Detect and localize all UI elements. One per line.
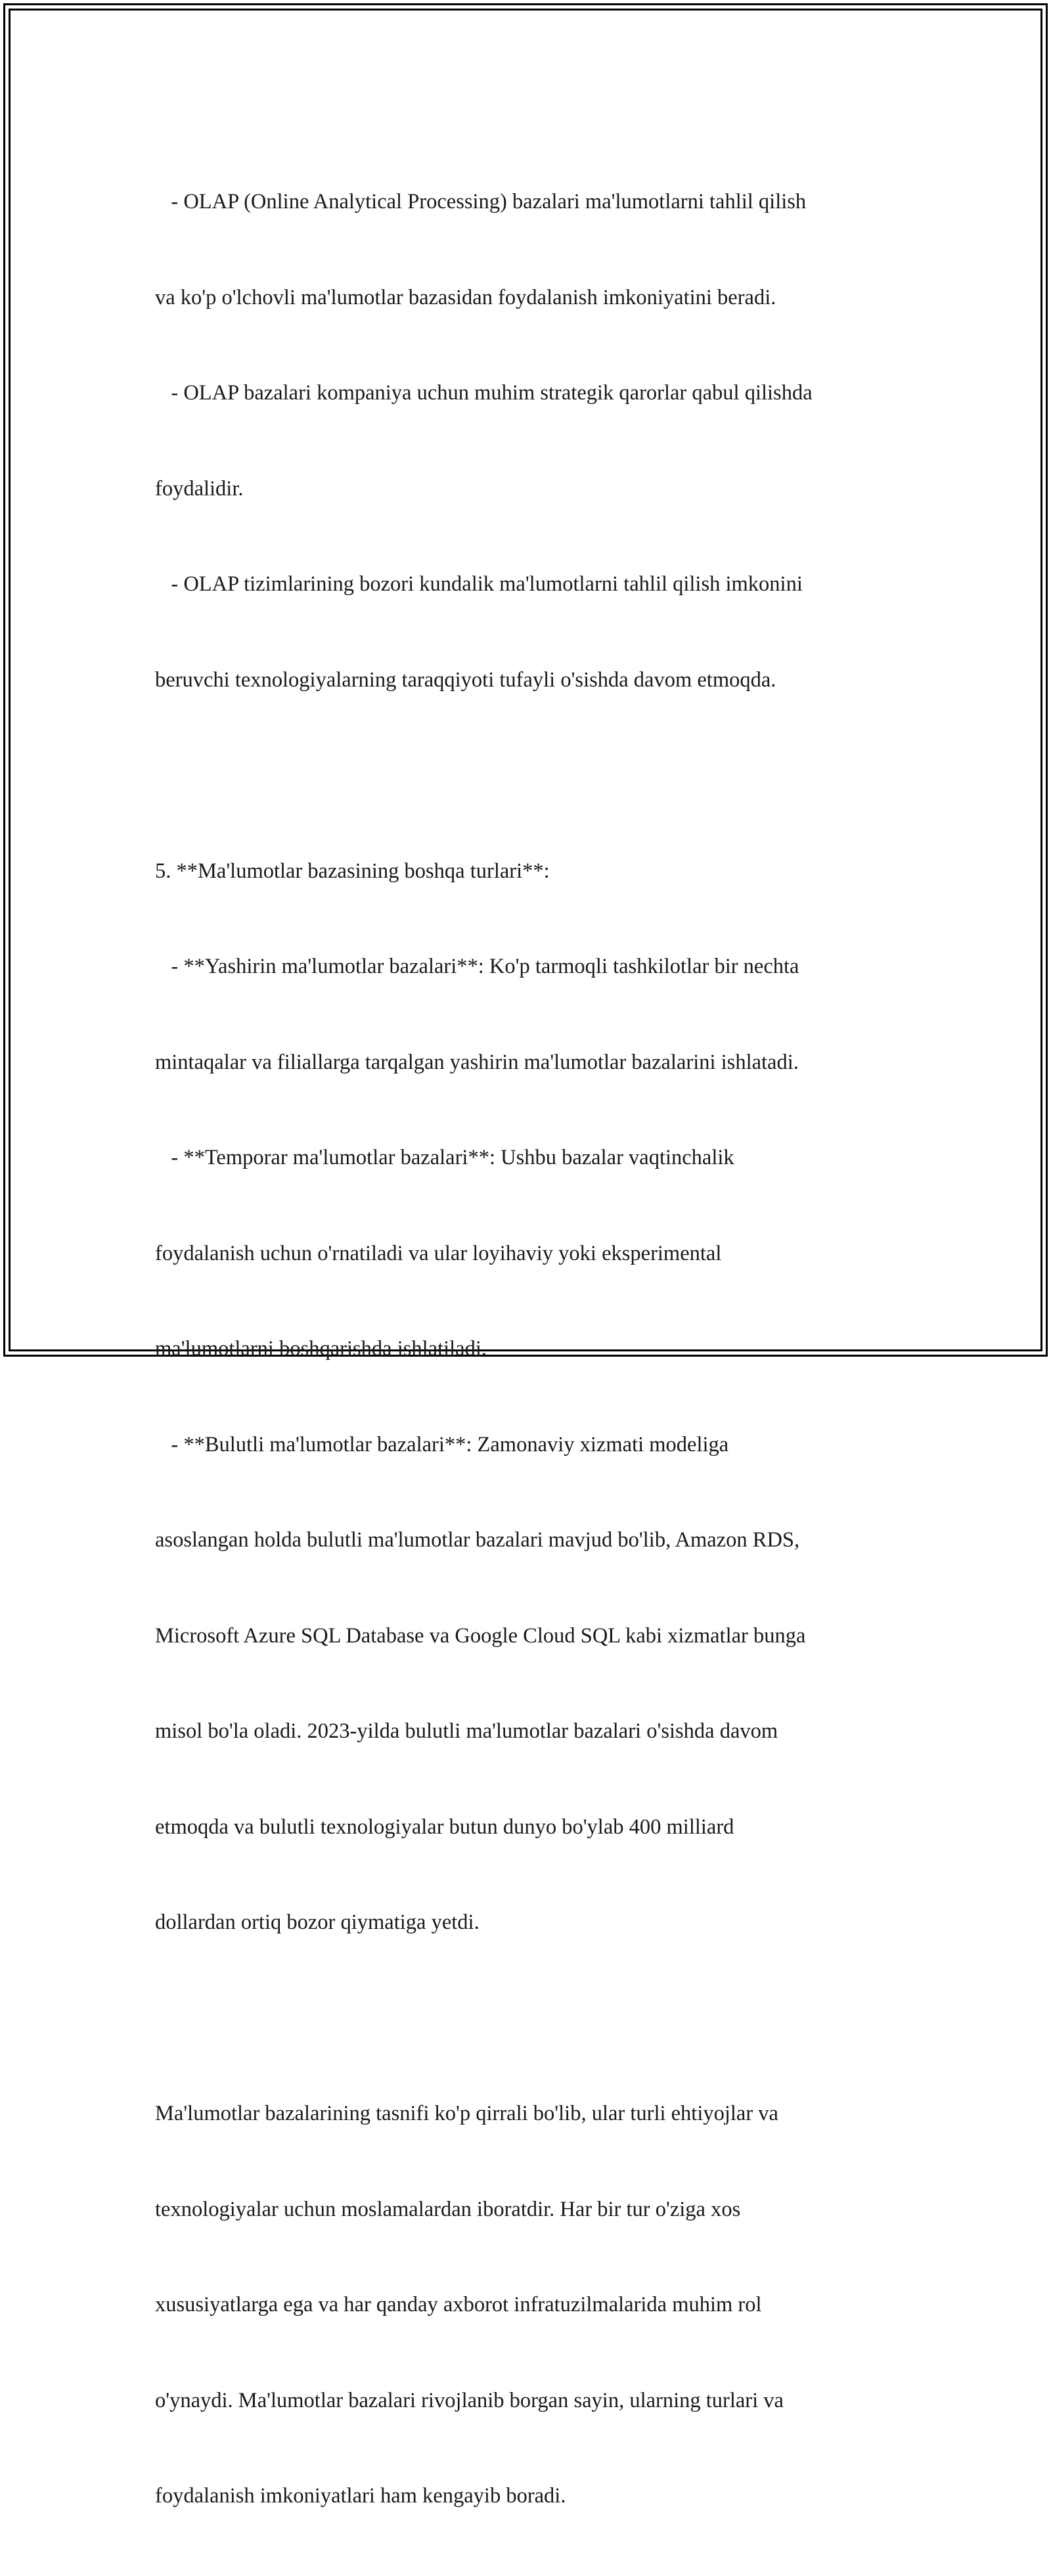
text-line: - OLAP (Online Analytical Processing) bazalari ma'lumotlarni tahlil qilish [155,190,807,214]
text-line: o'ynaydi. Ma'lumotlar bazalari rivojlanib borgan sayin, ularning turlari va [155,2388,784,2412]
text-line: - OLAP tizimlarining bozori kundalik ma'lumotlarni tahlil qilish imkonini [155,572,803,596]
text-line: - OLAP bazalari kompaniya uchun muhim strategik qarorlar qabul qilishda [155,381,813,405]
text-line: asoslangan holda bulutli ma'lumotlar bazalari mavjud bo'lib, Amazon RDS, [155,1528,800,1552]
text-line: foydalanish imkoniyatlari ham kengayib boradi. [155,2484,566,2508]
text-line: foydalanish uchun o'rnatiladi va ular loyihaviy yoki eksperimental [155,1241,722,1265]
text-line: foydalidir. [155,476,244,501]
paragraph-spacer [155,2002,910,2035]
text-line: va ko'p o'lchovli ma'lumotlar bazasidan foydalanish imkoniyatini beradi. [155,285,776,309]
text-line: - **Bulutli ma'lumotlar bazalari**: Zamonaviy xizmati modeliga [155,1432,729,1457]
olap-bullets-paragraph [155,122,910,759]
section-heading: 5. **Ma'lumotlar bazasining boshqa turlari**: [155,859,550,883]
text-line: beruvchi texnologiyalarning taraqqiyoti tufayli o'sishda davom etmoqda. [155,667,776,692]
conclusion-paragraph [155,2034,910,2576]
text-line: - **Yashirin ma'lumotlar bazalari**: Ko'p tarmoqli tashkilotlar bir nechta [155,955,799,978]
other-database-types-section [155,792,910,2002]
text-line: misol bo'la oladi. 2023-yilda bulutli ma'lumotlar bazalari o'sishda davom [155,1719,778,1743]
document-body [155,122,910,2576]
text-line: etmoqda va bulutli texnologiyalar butun dunyo bo'ylab 400 milliard [155,1815,734,1839]
text-line: mintaqalar va filiallarga tarqalgan yashirin ma'lumotlar bazalarini ishlatadi. [155,1050,799,1074]
text-line: Ma'lumotlar bazalarining tasnifi ko'p qirrali bo'lib, ular turli ehtiyojlar va [155,2102,778,2125]
text-line: xususiyatlarga ega va har qanday axborot infratuzilmalarida muhim rol [155,2293,762,2316]
text-line: - **Temporar ma'lumotlar bazalari**: Ushbu bazalar vaqtinchalik [155,1146,734,1169]
text-line: dollardan ortiq bozor qiymatiga yetdi. [155,1910,480,1934]
text-line: Microsoft Azure SQL Database va Google Cloud SQL kabi xizmatlar bunga [155,1623,806,1648]
text-line: ma'lumotlarni boshqarishda ishlatiladi. [155,1337,487,1361]
paragraph-spacer [155,759,910,792]
text-line: texnologiyalar uchun moslamalardan iboratdir. Har bir tur o'ziga xos [155,2197,741,2221]
